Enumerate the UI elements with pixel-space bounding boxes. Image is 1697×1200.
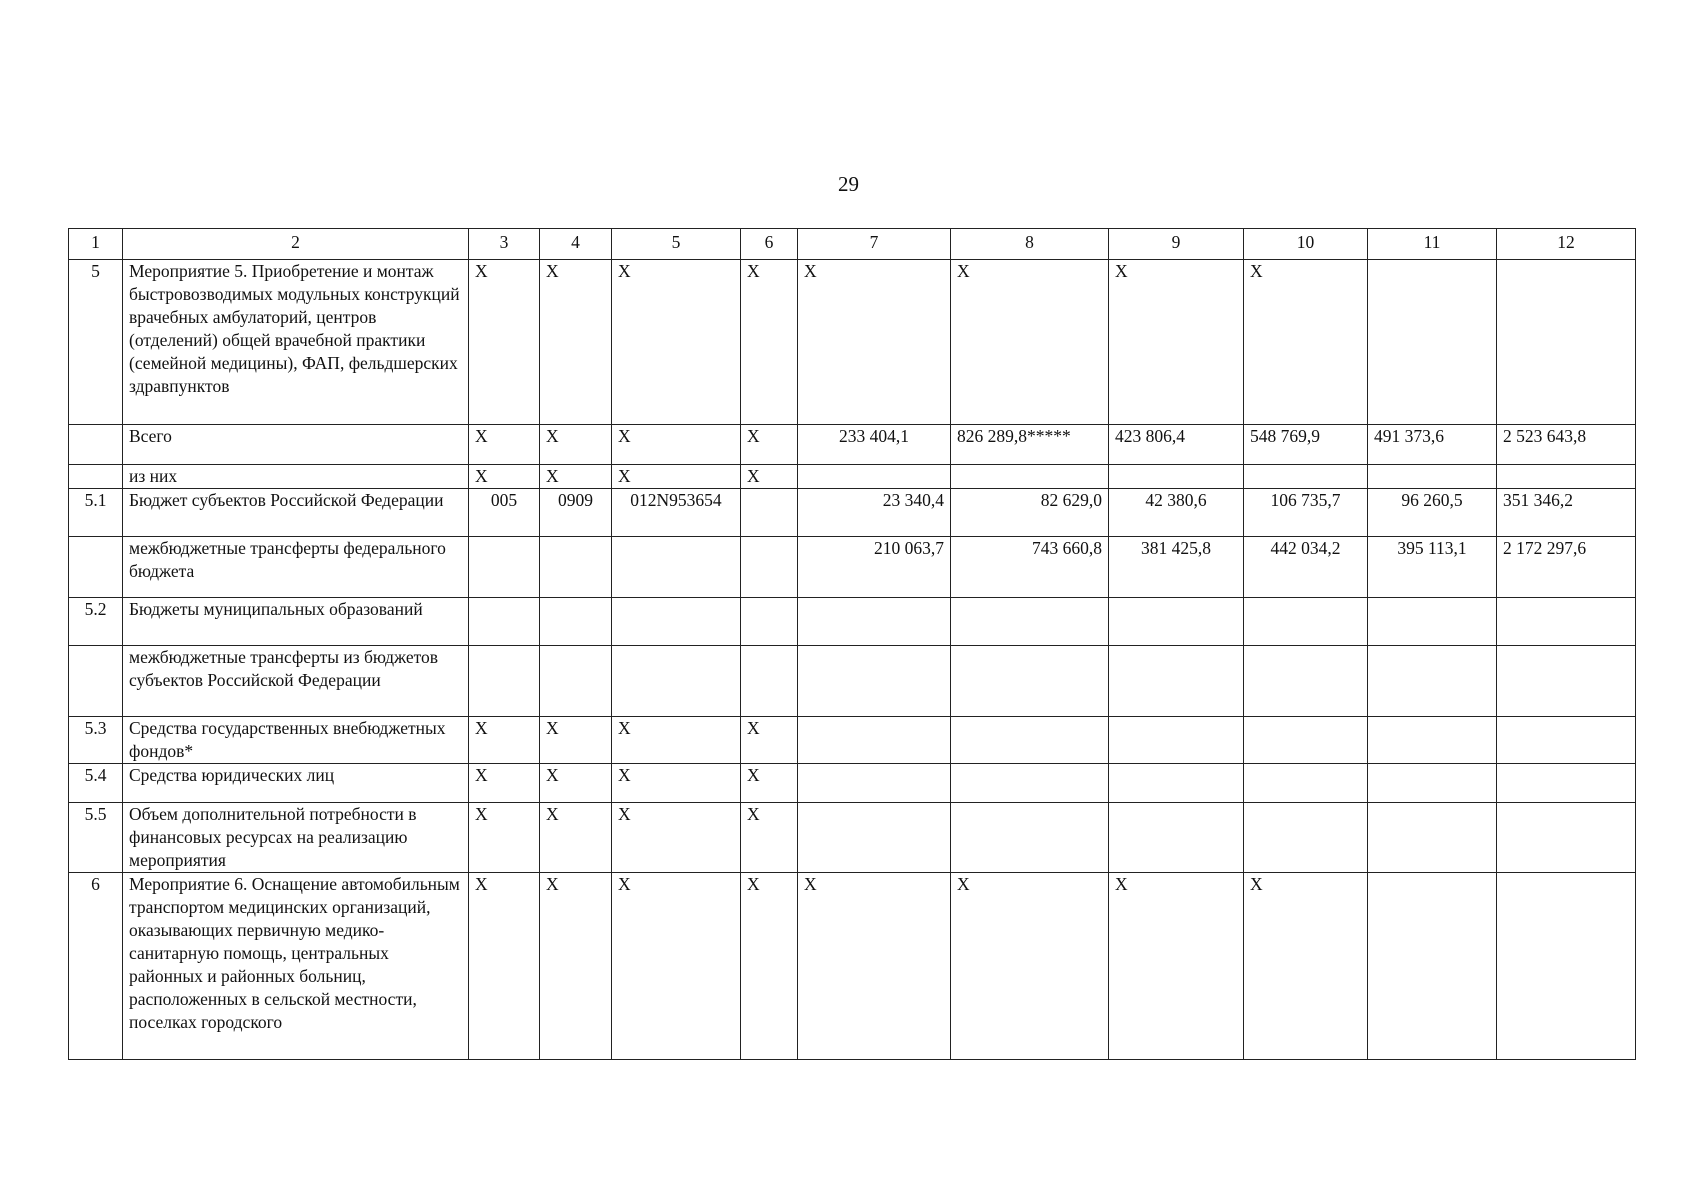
cell-col4: 0909 — [540, 489, 612, 537]
row-name: Средства государственных внебюджетных фондов* — [123, 717, 469, 764]
cell-col7: X — [798, 873, 951, 1060]
cell-col8 — [951, 465, 1109, 489]
cell-col9: 381 425,8 — [1109, 537, 1244, 598]
cell-col4: X — [540, 425, 612, 465]
cell-col6 — [741, 489, 798, 537]
row-number: 5.1 — [69, 489, 123, 537]
row-number: 5.4 — [69, 764, 123, 803]
row-name: из них — [123, 465, 469, 489]
header-cell: 3 — [469, 229, 540, 260]
cell-col6: X — [741, 465, 798, 489]
cell-col12 — [1497, 764, 1636, 803]
row-number: 5 — [69, 260, 123, 425]
row-name: межбюджетные трансферты федерального бюджета — [123, 537, 469, 598]
row-number — [69, 537, 123, 598]
cell-col6 — [741, 598, 798, 646]
cell-col5 — [612, 537, 741, 598]
cell-col8: 826 289,8***** — [951, 425, 1109, 465]
cell-col12: 351 346,2 — [1497, 489, 1636, 537]
cell-col7 — [798, 646, 951, 717]
row-name: Средства юридических лиц — [123, 764, 469, 803]
table-row — [69, 598, 1636, 646]
cell-col3 — [469, 598, 540, 646]
cell-col6: X — [741, 425, 798, 465]
cell-col3: X — [469, 717, 540, 764]
cell-col4 — [540, 646, 612, 717]
cell-col6: X — [741, 873, 798, 1060]
cell-col8: X — [951, 260, 1109, 425]
cell-col11 — [1368, 465, 1497, 489]
cell-col10: X — [1244, 873, 1368, 1060]
cell-col10 — [1244, 598, 1368, 646]
table-row — [69, 425, 1636, 465]
cell-col12 — [1497, 260, 1636, 425]
row-name: Объем дополнительной потребности в финансовых ресурсах на реализацию мероприятия — [123, 803, 469, 873]
header-cell: 8 — [951, 229, 1109, 260]
header-cell: 10 — [1244, 229, 1368, 260]
cell-col12: 2 172 297,6 — [1497, 537, 1636, 598]
cell-col5: X — [612, 803, 741, 873]
table-row — [69, 717, 1636, 764]
cell-col10 — [1244, 465, 1368, 489]
cell-col3: X — [469, 803, 540, 873]
cell-col7 — [798, 717, 951, 764]
header-cell: 6 — [741, 229, 798, 260]
cell-col3: 005 — [469, 489, 540, 537]
table-row — [69, 489, 1636, 537]
cell-col9 — [1109, 646, 1244, 717]
cell-col8 — [951, 598, 1109, 646]
cell-col11 — [1368, 260, 1497, 425]
cell-col10: 442 034,2 — [1244, 537, 1368, 598]
cell-col11: 395 113,1 — [1368, 537, 1497, 598]
header-cell: 12 — [1497, 229, 1636, 260]
cell-col9: X — [1109, 873, 1244, 1060]
cell-col3: X — [469, 425, 540, 465]
table-row — [69, 537, 1636, 598]
cell-col8 — [951, 803, 1109, 873]
cell-col12 — [1497, 465, 1636, 489]
cell-col10 — [1244, 803, 1368, 873]
cell-col6: X — [741, 260, 798, 425]
cell-col7: 210 063,7 — [798, 537, 951, 598]
cell-col4: X — [540, 764, 612, 803]
cell-col11: 96 260,5 — [1368, 489, 1497, 537]
cell-col8 — [951, 717, 1109, 764]
cell-col6: X — [741, 803, 798, 873]
cell-col7: X — [798, 260, 951, 425]
cell-col4 — [540, 598, 612, 646]
table-row — [69, 764, 1636, 803]
row-number: 6 — [69, 873, 123, 1060]
header-cell: 7 — [798, 229, 951, 260]
cell-col9 — [1109, 465, 1244, 489]
table-row — [69, 803, 1636, 873]
cell-col7: 233 404,1 — [798, 425, 951, 465]
cell-col9 — [1109, 598, 1244, 646]
cell-col3: X — [469, 465, 540, 489]
cell-col5: X — [612, 717, 741, 764]
cell-col9 — [1109, 717, 1244, 764]
cell-col12 — [1497, 873, 1636, 1060]
cell-col5 — [612, 646, 741, 717]
cell-col12 — [1497, 717, 1636, 764]
table-row — [69, 873, 1636, 1060]
cell-col10 — [1244, 646, 1368, 717]
cell-col11 — [1368, 646, 1497, 717]
cell-col9: 42 380,6 — [1109, 489, 1244, 537]
row-name: Мероприятие 5. Приобретение и монтаж быстровозводимых модульных конструкций врачебных амбулаторий, центров (отделений) общей врачебной практики (семейной медицины), ФАП, фельдшерских здравпунктов — [123, 260, 469, 425]
cell-col3 — [469, 646, 540, 717]
cell-col7 — [798, 764, 951, 803]
table-row — [69, 465, 1636, 489]
cell-col5: X — [612, 260, 741, 425]
header-cell: 2 — [123, 229, 469, 260]
cell-col5: X — [612, 764, 741, 803]
row-name: Мероприятие 6. Оснащение автомобильным транспортом медицинских организаций, оказывающих первичную медико-санитарную помощь, центральных районных и районных больниц, расположенных в сельской местности, поселках городского — [123, 873, 469, 1060]
cell-col5: X — [612, 465, 741, 489]
budget-table — [68, 228, 1636, 1060]
row-number: 5.2 — [69, 598, 123, 646]
cell-col12 — [1497, 598, 1636, 646]
cell-col11 — [1368, 803, 1497, 873]
cell-col9 — [1109, 764, 1244, 803]
cell-col12 — [1497, 646, 1636, 717]
cell-col11 — [1368, 717, 1497, 764]
cell-col4: X — [540, 717, 612, 764]
row-name: межбюджетные трансферты из бюджетов субъектов Российской Федерации — [123, 646, 469, 717]
cell-col12: 2 523 643,8 — [1497, 425, 1636, 465]
cell-col9: X — [1109, 260, 1244, 425]
header-row — [69, 229, 1636, 260]
row-number: 5.5 — [69, 803, 123, 873]
header-cell: 9 — [1109, 229, 1244, 260]
cell-col9: 423 806,4 — [1109, 425, 1244, 465]
cell-col5: X — [612, 425, 741, 465]
cell-col11 — [1368, 764, 1497, 803]
table-row — [69, 646, 1636, 717]
cell-col6: X — [741, 764, 798, 803]
cell-col4: X — [540, 873, 612, 1060]
cell-col3: X — [469, 260, 540, 425]
header-cell: 4 — [540, 229, 612, 260]
page-number: 29 — [838, 172, 859, 196]
cell-col7: 23 340,4 — [798, 489, 951, 537]
row-number — [69, 425, 123, 465]
header-cell: 1 — [69, 229, 123, 260]
cell-col6 — [741, 646, 798, 717]
row-name: Бюджеты муниципальных образований — [123, 598, 469, 646]
cell-col10 — [1244, 764, 1368, 803]
row-number: 5.3 — [69, 717, 123, 764]
row-name: Бюджет субъектов Российской Федерации — [123, 489, 469, 537]
row-name: Всего — [123, 425, 469, 465]
cell-col8 — [951, 764, 1109, 803]
cell-col3: X — [469, 764, 540, 803]
cell-col5 — [612, 598, 741, 646]
cell-col4: X — [540, 803, 612, 873]
cell-col4: X — [540, 465, 612, 489]
cell-col4: X — [540, 260, 612, 425]
header-cell: 11 — [1368, 229, 1497, 260]
cell-col8 — [951, 646, 1109, 717]
cell-col3: X — [469, 873, 540, 1060]
cell-col10: X — [1244, 260, 1368, 425]
cell-col6: X — [741, 717, 798, 764]
cell-col9 — [1109, 803, 1244, 873]
cell-col7 — [798, 598, 951, 646]
cell-col8: X — [951, 873, 1109, 1060]
cell-col10: 106 735,7 — [1244, 489, 1368, 537]
row-number — [69, 646, 123, 717]
cell-col7 — [798, 803, 951, 873]
cell-col10 — [1244, 717, 1368, 764]
cell-col11 — [1368, 598, 1497, 646]
cell-col7 — [798, 465, 951, 489]
table-row — [69, 260, 1636, 425]
cell-col5: X — [612, 873, 741, 1060]
cell-col8: 743 660,8 — [951, 537, 1109, 598]
row-number — [69, 465, 123, 489]
cell-col8: 82 629,0 — [951, 489, 1109, 537]
cell-col6 — [741, 537, 798, 598]
cell-col4 — [540, 537, 612, 598]
cell-col10: 548 769,9 — [1244, 425, 1368, 465]
cell-col11 — [1368, 873, 1497, 1060]
cell-col5: 012N953654 — [612, 489, 741, 537]
header-cell: 5 — [612, 229, 741, 260]
cell-col12 — [1497, 803, 1636, 873]
cell-col3 — [469, 537, 540, 598]
cell-col11: 491 373,6 — [1368, 425, 1497, 465]
